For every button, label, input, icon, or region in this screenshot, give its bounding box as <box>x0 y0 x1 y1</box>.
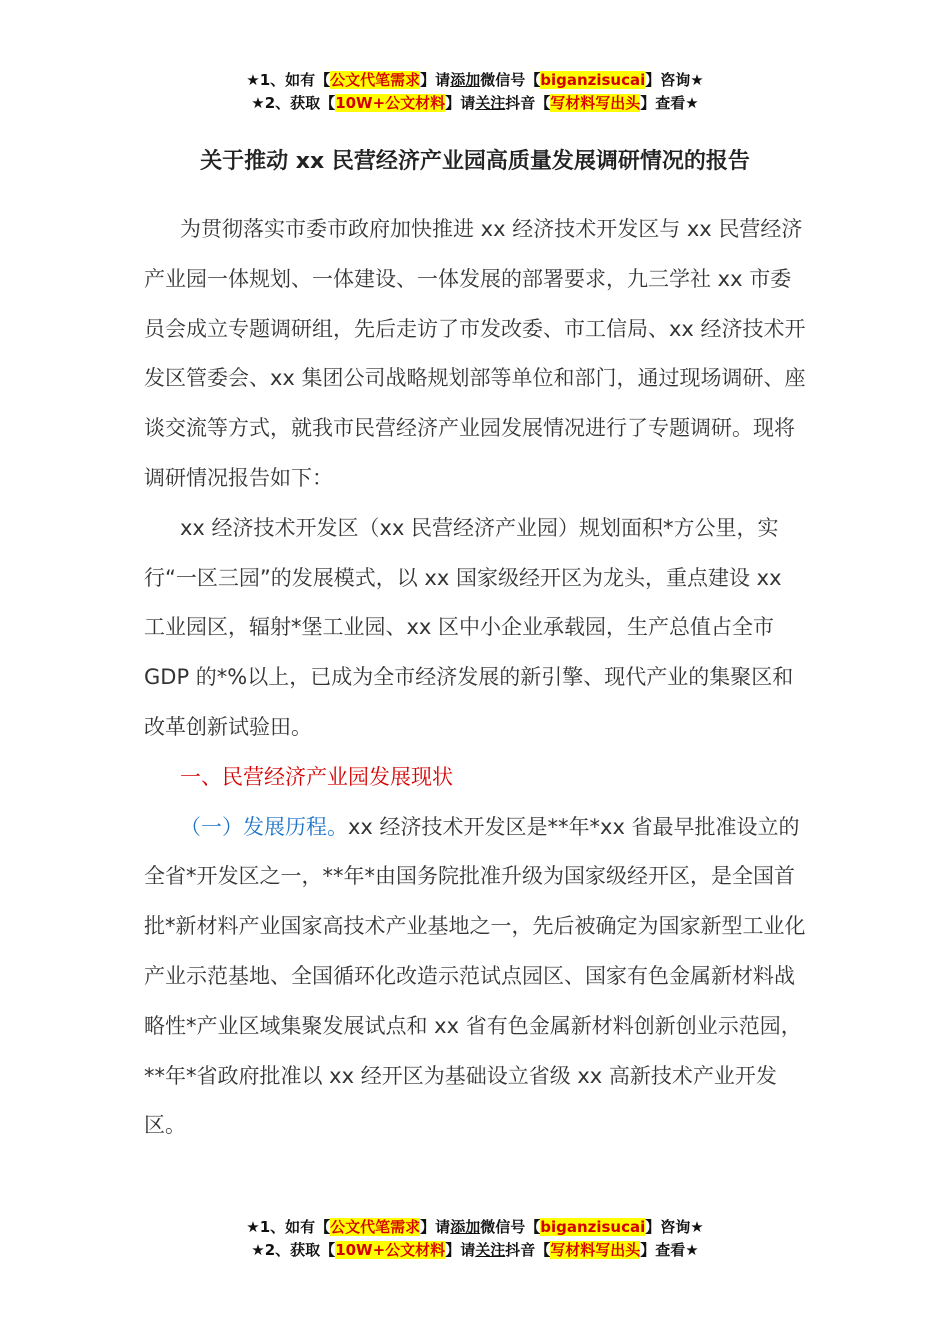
banner-wechat-id: biganzisucai <box>540 1218 646 1236</box>
section-heading: 一、民营经济产业园发展现状 <box>180 764 453 789</box>
paragraph-history: （一）发展历程。xx 经济技术开发区是**年*xx 省最早批准设立的全省*开发区之一，**年*由国务院批准升级为国家级经开区，是全国首批*新材料产业国家高技术产业基地之一，先后被确定为国家新型工业化产业示范基地、全国循环化改造示范试点园区、国家有色金属新材料战略性*产业区域集聚发展试点和 xx 省有色金属新材料创新创业示范园，**年*省政府批准以 xx 经开区为基础设立省级 xx 高新技术产业开发区。 <box>144 814 806 1138</box>
banner-underlined: 关注 <box>475 1241 506 1259</box>
header-banner <box>0 69 950 115</box>
banner-text: 微信号【 <box>480 1218 541 1236</box>
banner-text: 抖音【 <box>505 94 551 112</box>
banner-underlined: 添加 <box>450 71 481 89</box>
banner-wechat-id: biganzisucai <box>540 71 646 89</box>
banner-text: 】请 <box>420 71 451 89</box>
banner-text: 】请 <box>445 1241 476 1259</box>
banner-text: ★2、获取【 <box>251 94 336 112</box>
paragraph-overview: xx 经济技术开发区（xx 民营经济产业园）规划面积*方公里，实行“一区三园”的发展模式，以 xx 国家级经开区为龙头，重点建设 xx 工业园区，辐射*堡工业园、xx 区中小企业承载园，生产总值占全市 GDP 的*%以上，已成为全市经济发展的新引擎、现代产业的集聚区和改革创新试验田。 <box>144 515 794 739</box>
subsection-label: （一）发展历程。 <box>180 814 348 839</box>
banner-text: 】请 <box>420 1218 451 1236</box>
document-title: 关于推动 xx 民营经济产业园高质量发展调研情况的报告 <box>200 149 750 174</box>
banner-underlined: 添加 <box>450 1218 481 1236</box>
banner-highlight: 公文代笔需求 <box>330 71 421 89</box>
banner-text: 】查看★ <box>640 1241 699 1259</box>
banner-text: 微信号【 <box>480 71 541 89</box>
banner-highlight: 10W+公文材料 <box>335 1241 446 1259</box>
banner-line-2 <box>0 92 950 115</box>
banner-highlight: 10W+公文材料 <box>335 94 446 112</box>
banner-text: 】咨询★ <box>645 71 704 89</box>
banner-line-2 <box>0 1239 950 1262</box>
banner-douyin-id: 写材料写出头 <box>550 1241 641 1259</box>
banner-text: 】咨询★ <box>645 1218 704 1236</box>
banner-text: ★2、获取【 <box>251 1241 336 1259</box>
banner-text: 抖音【 <box>505 1241 551 1259</box>
document-body <box>144 205 809 1151</box>
banner-douyin-id: 写材料写出头 <box>550 94 641 112</box>
banner-text: ★1、如有【 <box>246 1218 331 1236</box>
banner-highlight: 公文代笔需求 <box>330 1218 421 1236</box>
banner-line-1 <box>0 1216 950 1239</box>
banner-line-1 <box>0 69 950 92</box>
footer-banner <box>0 1216 950 1262</box>
paragraph-intro: 为贯彻落实市委市政府加快推进 xx 经济技术开发区与 xx 民营经济产业园一体规划、一体建设、一体发展的部署要求，九三学社 xx 市委员会成立专题调研组，先后走访了市发改委、市工信局、xx 经济技术开发区管委会、xx 集团公司战略规划部等单位和部门，通过现场调研、座谈交流等方式，就我市民营经济产业园发展情况进行了专题调研。现将调研情况报告如下： <box>144 217 806 490</box>
banner-text: 】请 <box>445 94 476 112</box>
banner-text: ★1、如有【 <box>246 71 331 89</box>
banner-underlined: 关注 <box>475 94 506 112</box>
banner-text: 】查看★ <box>640 94 699 112</box>
